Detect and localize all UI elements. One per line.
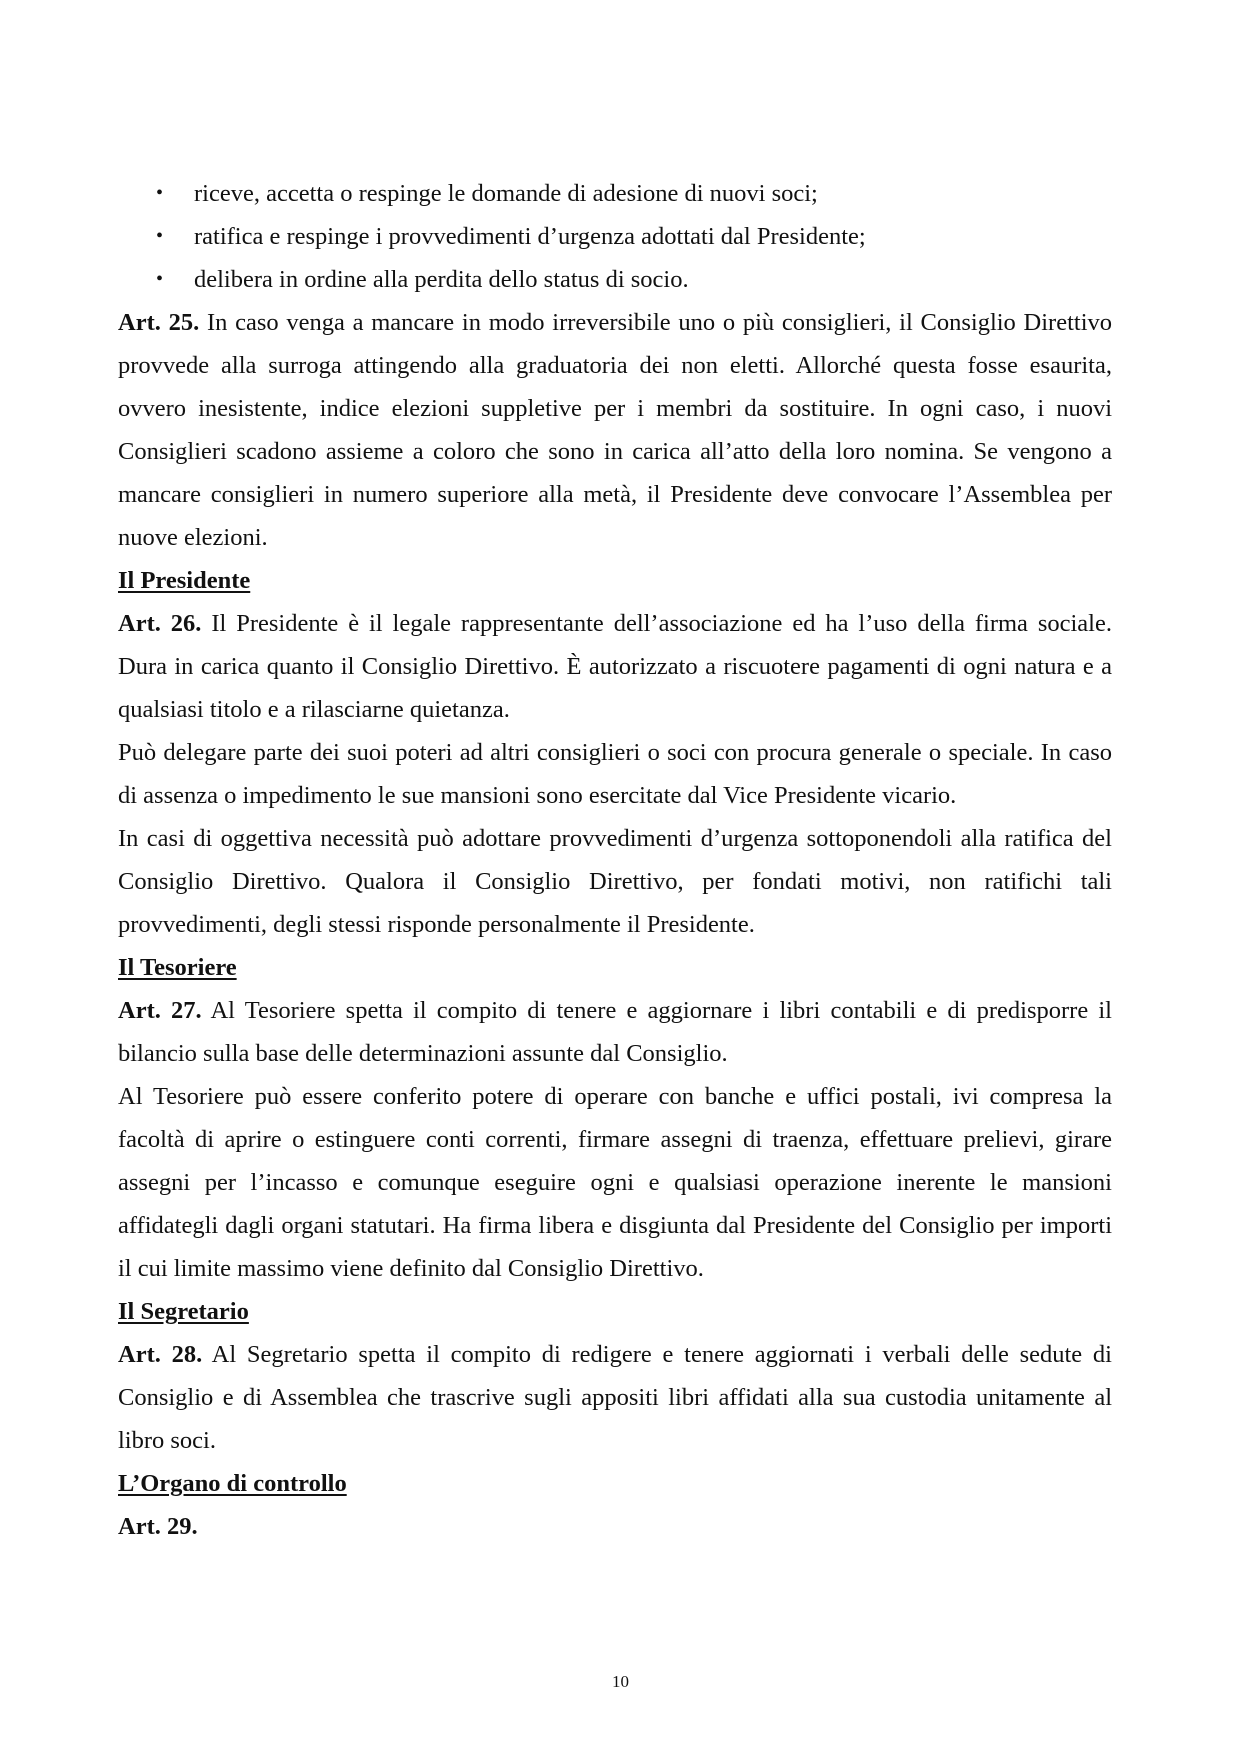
article-text: In caso venga a mancare in modo irreversibile uno o più consiglieri, il Consiglio Direttivo provvede alla surroga attingendo alla graduatoria dei non eletti. Allorché questa fosse esaurita, ovvero inesistente, indice elezioni suppletive per i membri da sostituire. In ogni caso, i nuovi Consiglieri scadono assieme a coloro che sono in carica all’atto della loro nomina. Se vengono a mancare consiglieri in numero superiore alla metà, il Presidente deve convocare l’Assemblea per nuove elezioni. xyxy=(118,309,1112,551)
article-label: Art. 26. xyxy=(118,610,202,637)
page-content xyxy=(118,172,1112,1548)
article-label: Art. 25. xyxy=(118,309,200,336)
article-label: Art. 27. xyxy=(118,997,202,1024)
article-text: Al Tesoriere spetta il compito di tenere e aggiornare i libri contabili e di predisporre il bilancio sulla base delle determinazioni assunte dal Consiglio. xyxy=(118,997,1112,1067)
article-text: Il Presidente è il legale rappresentante dell’associazione ed ha l’uso della firma sociale. Dura in carica quanto il Consiglio Direttivo. È autorizzato a riscuotere pagamenti di ogni natura e a qualsiasi titolo e a rilasciarne quietanza. xyxy=(118,610,1112,723)
section-heading-controllo: L’Organo di controllo xyxy=(118,1470,347,1497)
bullet-icon: • xyxy=(156,182,164,204)
bullet-icon: • xyxy=(156,268,164,290)
section-heading-presidente: Il Presidente xyxy=(118,567,251,594)
duties-list xyxy=(118,172,1112,301)
article-25 xyxy=(118,301,1112,559)
article-28 xyxy=(118,1333,1112,1462)
list-item-text: delibera in ordine alla perdita dello status di socio. xyxy=(194,266,689,293)
section-heading-segretario: Il Segretario xyxy=(118,1298,249,1325)
list-item-text: ratifica e respinge i provvedimenti d’urgenza adottati dal Presidente; xyxy=(194,223,866,250)
article-29 xyxy=(118,1505,1112,1548)
article-text: Al Segretario spetta il compito di redigere e tenere aggiornati i verbali delle sedute di Consiglio e di Assemblea che trascrive sugli appositi libri affidati alla sua custodia unitamente al libro soci. xyxy=(118,1341,1112,1454)
list-item xyxy=(118,215,1112,258)
paragraph: Al Tesoriere può essere conferito potere di operare con banche e uffici postali, ivi compresa la facoltà di aprire o estinguere conti correnti, firmare assegni di traenza, effettuare prelievi, girare assegni per l’incasso e comunque eseguire ogni e qualsiasi operazione inerente le mansioni affidategli dagli organi statutari. Ha firma libera e disgiunta dal Presidente del Consiglio per importi il cui limite massimo viene definito dal Consiglio Direttivo. xyxy=(118,1083,1112,1282)
article-26 xyxy=(118,602,1112,731)
list-item-text: riceve, accetta o respinge le domande di adesione di nuovi soci; xyxy=(194,180,818,207)
article-27 xyxy=(118,989,1112,1075)
section-heading-tesoriere: Il Tesoriere xyxy=(118,954,237,981)
bullet-icon: • xyxy=(156,225,164,247)
list-item xyxy=(118,172,1112,215)
list-item xyxy=(118,258,1112,301)
paragraph: In casi di oggettiva necessità può adottare provvedimenti d’urgenza sottoponendoli alla ratifica del Consiglio Direttivo. Qualora il Consiglio Direttivo, per fondati motivi, non ratifichi tali provvedimenti, degli stessi risponde personalmente il Presidente. xyxy=(118,825,1112,938)
article-label: Art. 28. xyxy=(118,1341,203,1368)
paragraph: Può delegare parte dei suoi poteri ad altri consiglieri o soci con procura generale o speciale. In caso di assenza o impedimento le sue mansioni sono esercitate dal Vice Presidente vicario. xyxy=(118,739,1112,809)
page-number: 10 xyxy=(612,1672,629,1691)
article-label: Art. 29. xyxy=(118,1513,198,1540)
